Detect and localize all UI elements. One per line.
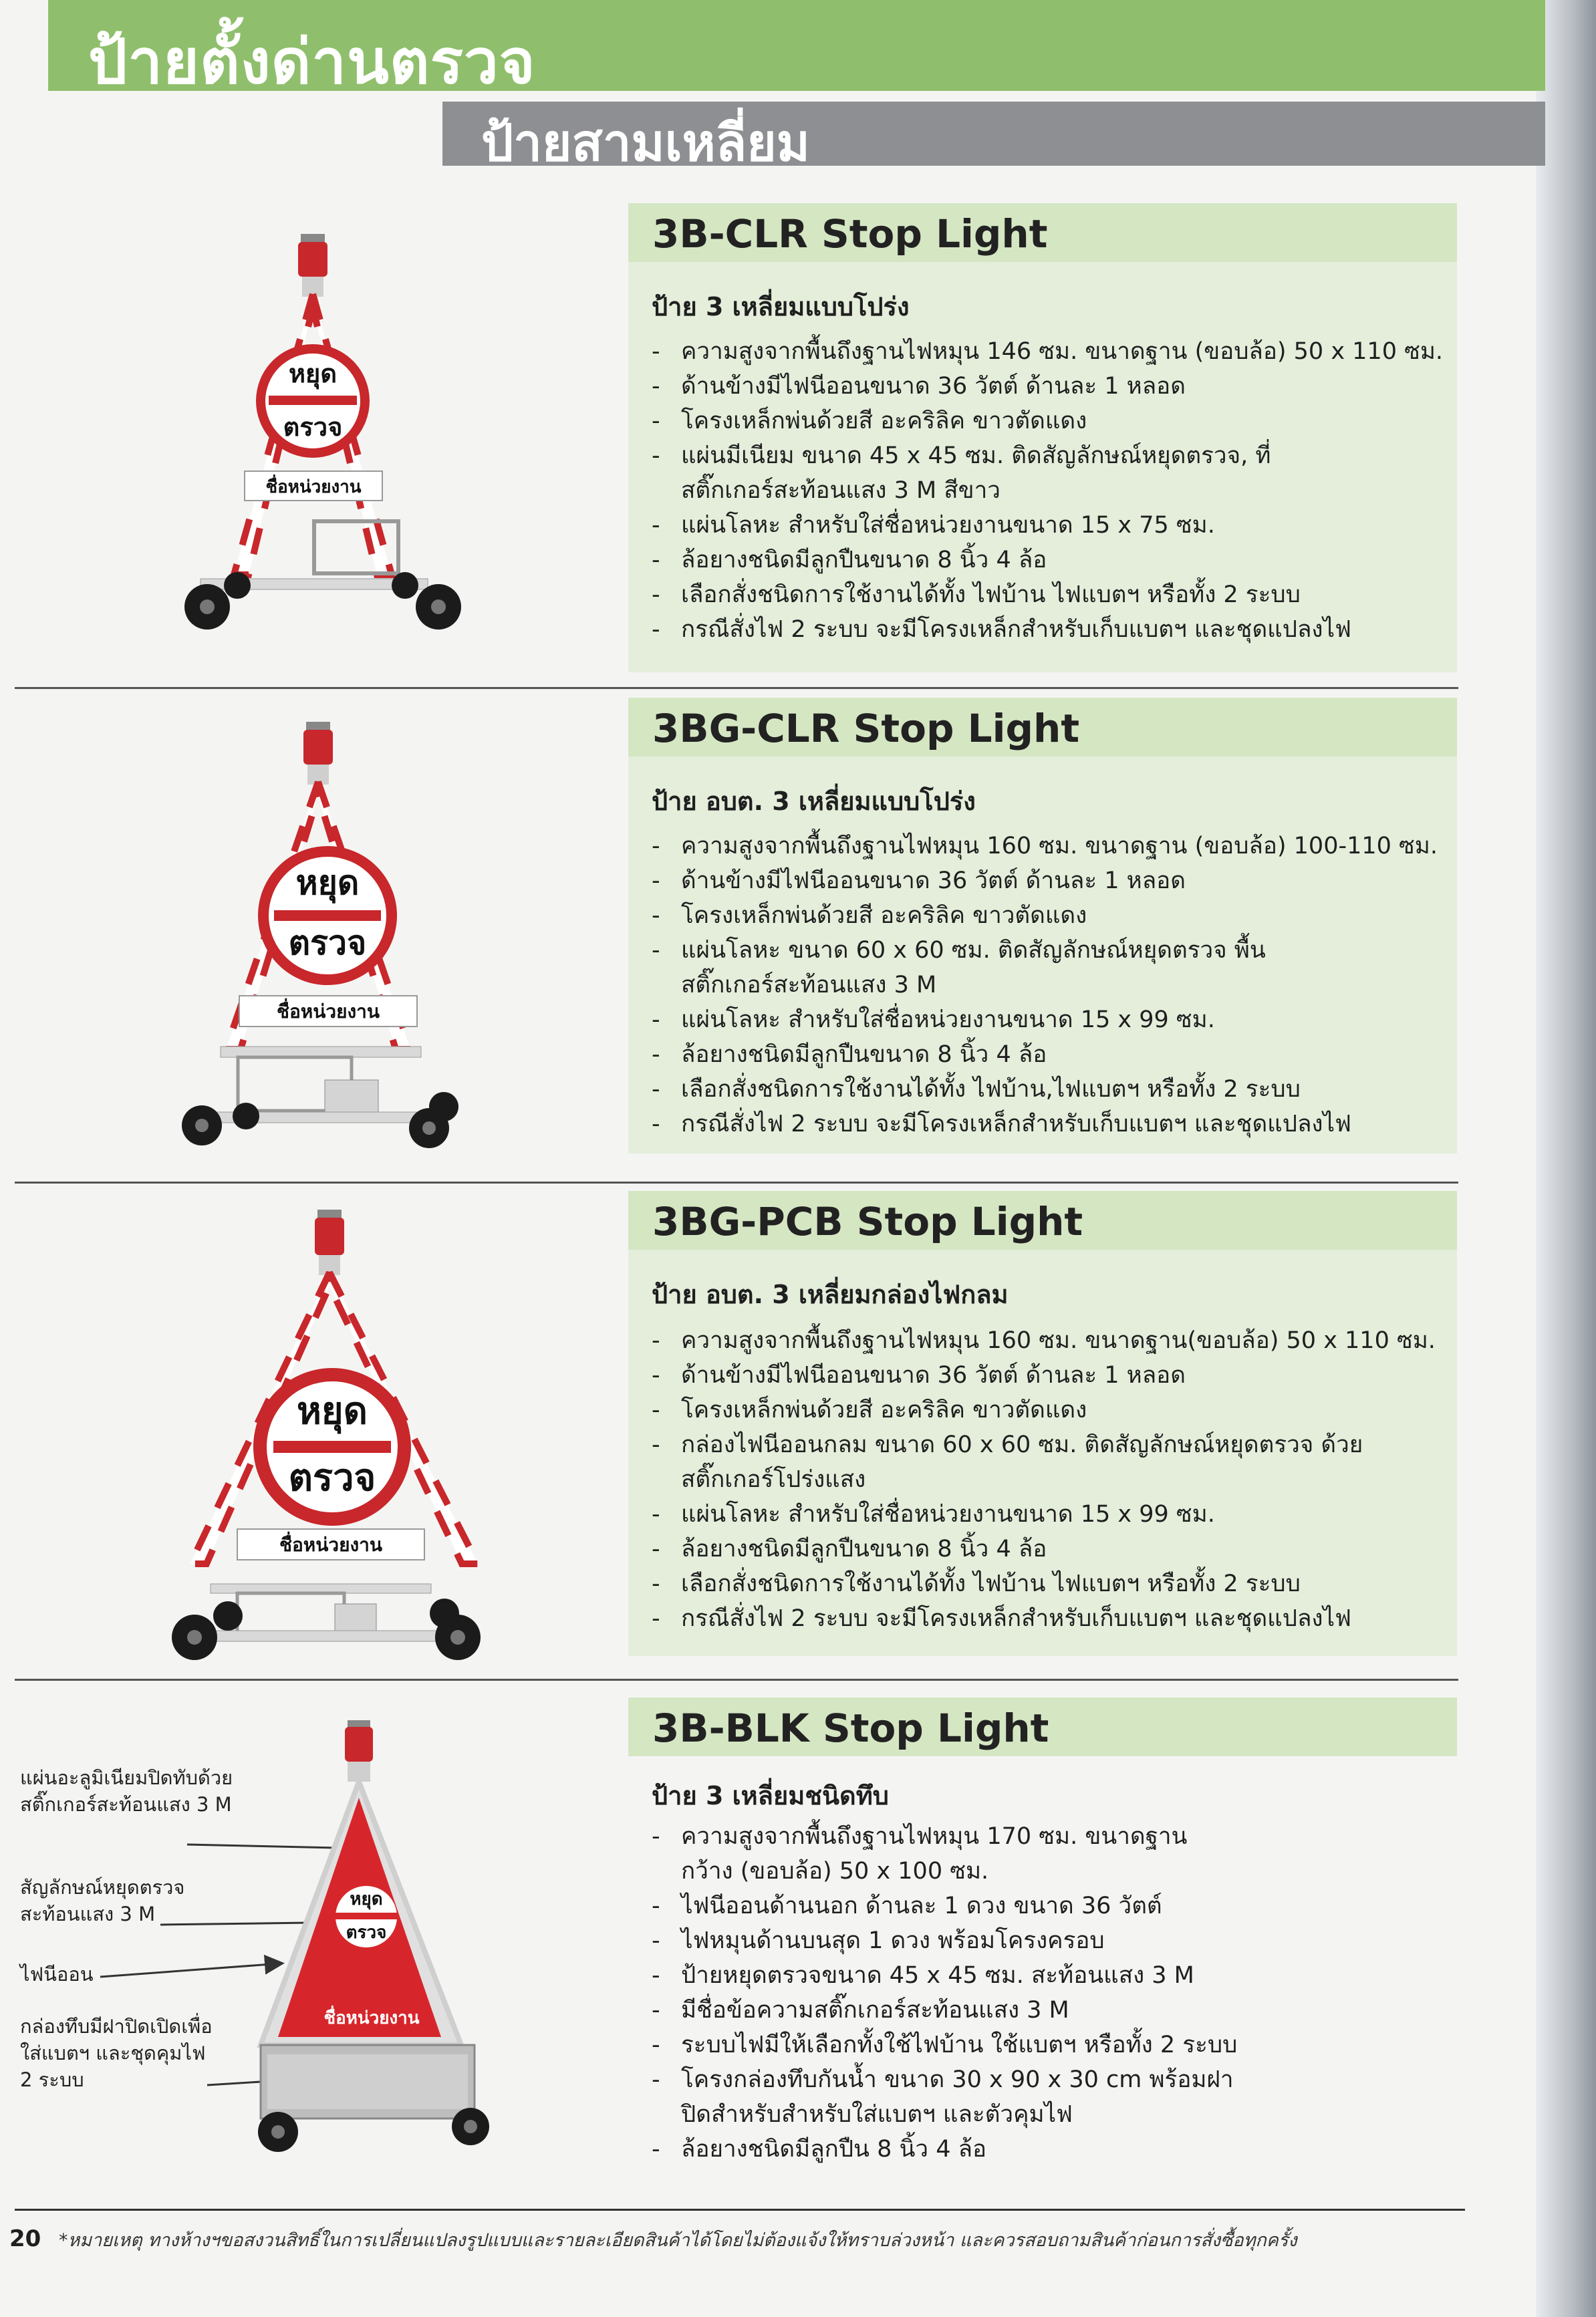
product-model: 3BG-CLR Stop Light — [652, 706, 1080, 751]
product-image-3bg-clr — [174, 715, 488, 1149]
section-divider — [15, 687, 1458, 689]
spec-item: - ไฟนีออนด้านนอก ด้านละ 1 ดวง ขนาด 36 วัตต์ — [652, 1889, 1256, 1923]
sign-text-check: ตรวจ — [288, 1456, 376, 1500]
product-image-3b-clr — [174, 227, 481, 648]
sign-text-stop: หยุด — [296, 1389, 368, 1433]
footer-rule — [15, 2209, 1465, 2211]
spec-item: - แผ่นโลหะ สำหรับใส่ชื่อหน่วยงานขนาด 15 x 75 ซม. — [652, 508, 1443, 543]
product-model: 3BG-PCB Stop Light — [652, 1199, 1083, 1244]
unit-name-plate: ชื่อหน่วยงาน — [279, 1534, 383, 1556]
spec-item: - ล้อยางชนิดมีลูกปืนขนาด 8 นิ้ว 4 ล้อ — [652, 1037, 1438, 1072]
page-number: 20 — [9, 2225, 41, 2252]
product-subtitle: ป้าย อบต. 3 เหลี่ยมกล่องไฟกลม — [652, 1280, 1009, 1309]
callout-aluminium-panel: แผ่นอะลูมิเนียมปิดทับด้วยสติ๊กเกอร์สะท้อนแสง 3 M — [20, 1766, 233, 1816]
footnote: *หมายเหตุ ทางห้างฯขอสงวนสิทธิ์ในการเปลี่ยนแปลงรูปแบบและรายละเอียดสินค้าได้โดยไม่ต้องแจ้งให้ทราบล่วงหน้า และควรสอบถามสินค้าก่อนการสั่งซื้อทุกครั้ง — [59, 2230, 1297, 2251]
page-edge-shadow — [1536, 0, 1596, 2317]
product-model: 3B-BLK Stop Light — [652, 1706, 1049, 1751]
callout-stop-symbol: สัญลักษณ์หยุดตรวจสะท้อนแสง 3 M — [20, 1876, 185, 1925]
page-subtitle: ป้ายสามเหลี่ยม — [481, 113, 810, 172]
spec-item: - โครงกล่องทึบกันน้ำ ขนาด 30 x 90 x 30 cm พร้อมฝาปิดสำหรับสำหรับใส่แบตฯ และตัวคุมไฟ — [652, 2062, 1256, 2132]
section-divider — [15, 1679, 1458, 1681]
spec-item: - ล้อยางชนิดมีลูกปืน 8 นิ้ว 4 ล้อ — [652, 2132, 1256, 2167]
spec-list — [652, 1323, 1436, 1636]
product-subtitle: ป้าย 3 เหลี่ยมแบบโปร่ง — [652, 292, 910, 321]
page-title: ป้ายตั้งด่านตรวจ — [88, 26, 536, 98]
spec-item: - กรณีสั่งไฟ 2 ระบบ จะมีโครงเหล็กสำหรับเก็บแบตฯ และชุดแปลงไฟ — [652, 612, 1443, 647]
spec-item: - เลือกสั่งชนิดการใช้งานได้ทั้ง ไฟบ้าน,ไฟแบตฯ หรือทั้ง 2 ระบบ — [652, 1072, 1438, 1107]
spec-item: - ระบบไฟมีให้เลือกทั้งใช้ไฟบ้าน ใช้แบตฯ หรือทั้ง 2 ระบบ — [652, 2028, 1256, 2062]
spec-item: - กล่องไฟนีออนกลม ขนาด 60 x 60 ซม. ติดสัญลักษณ์หยุดตรวจ ด้วยสติ๊กเกอร์โปร่งแสง — [652, 1427, 1389, 1497]
product-subtitle: ป้าย 3 เหลี่ยมชนิดทึบ — [652, 1781, 889, 1810]
spec-item: - ด้านข้างมีไฟนีออนขนาด 36 วัตต์ ด้านละ 1 หลอด — [652, 369, 1443, 404]
sign-text-stop: หยุด — [295, 863, 360, 902]
spec-list — [652, 829, 1438, 1141]
spec-item: - โครงเหล็กพ่นด้วยสี อะคริลิค ขาวตัดแดง — [652, 898, 1438, 933]
spec-item: - ไฟหมุนด้านบนสุด 1 ดวง พร้อมโครงครอบ — [652, 1923, 1256, 1958]
spec-item: - แผ่นมีเนียม ขนาด 45 x 45 ซม. ติดสัญลักษณ์หยุดตรวจ, ที่สติ๊กเกอร์สะท้อนแสง 3 M สีขาว — [652, 438, 1349, 508]
spec-item: - ล้อยางชนิดมีลูกปืนขนาด 8 นิ้ว 4 ล้อ — [652, 1532, 1436, 1566]
sign-text-check: ตรวจ — [346, 1923, 387, 1943]
sign-text-check: ตรวจ — [288, 924, 367, 962]
unit-name-plate: ชื่อหน่วยงาน — [323, 2008, 420, 2028]
unit-name-plate: ชื่อหน่วยงาน — [265, 477, 362, 497]
spec-item: - ความสูงจากพื้นถึงฐานไฟหมุน 146 ซม. ขนาดฐาน (ขอบล้อ) 50 x 110 ซม. — [652, 334, 1443, 369]
product-image-3bg-pcb — [164, 1203, 491, 1671]
spec-item: - มีชื่อข้อความสติ๊กเกอร์สะท้อนแสง 3 M — [652, 1993, 1256, 2028]
sign-text-check: ตรวจ — [283, 412, 343, 442]
spec-item: - ความสูงจากพื้นถึงฐานไฟหมุน 160 ซม. ขนาดฐาน(ขอบล้อ) 50 x 110 ซม. — [652, 1323, 1436, 1358]
spec-item: - โครงเหล็กพ่นด้วยสี อะคริลิค ขาวตัดแดง — [652, 1393, 1436, 1427]
section-divider — [15, 1182, 1458, 1184]
spec-item: - กรณีสั่งไฟ 2 ระบบ จะมีโครงเหล็กสำหรับเก็บแบตฯ และชุดแปลงไฟ — [652, 1601, 1436, 1636]
spec-item: - แผ่นโลหะ สำหรับใส่ชื่อหน่วยงานขนาด 15 x 99 ซม. — [652, 1497, 1436, 1532]
product-model: 3B-CLR Stop Light — [652, 211, 1048, 257]
spec-list — [652, 1819, 1256, 2167]
unit-name-plate: ชื่อหน่วยงาน — [276, 1000, 380, 1023]
spec-item: - ป้ายหยุดตรวจขนาด 45 x 45 ซม. สะท้อนแสง 3 M — [652, 1958, 1256, 1993]
spec-item: - ด้านข้างมีไฟนีออนขนาด 36 วัตต์ ด้านละ 1 หลอด — [652, 1358, 1436, 1393]
spec-item: - ล้อยางชนิดมีลูกปืนขนาด 8 นิ้ว 4 ล้อ — [652, 543, 1443, 577]
spec-item: - แผ่นโลหะ ขนาด 60 x 60 ซม. ติดสัญลักษณ์หยุดตรวจ พื้นสติ๊กเกอร์สะท้อนแสง 3 M — [652, 933, 1323, 1002]
spec-item: - ความสูงจากพื้นถึงฐานไฟหมุน 160 ซม. ขนาดฐาน (ขอบล้อ) 100-110 ซม. — [652, 829, 1438, 863]
product-subtitle: ป้าย อบต. 3 เหลี่ยมแบบโปร่ง — [652, 787, 976, 816]
spec-item: - เลือกสั่งชนิดการใช้งานได้ทั้ง ไฟบ้าน ไฟแบตฯ หรือทั้ง 2 ระบบ — [652, 1566, 1436, 1601]
sign-text-stop: หยุด — [350, 1889, 383, 1909]
callout-neon-light: ไฟนีออน — [20, 1963, 94, 1986]
spec-item: - เลือกสั่งชนิดการใช้งานได้ทั้ง ไฟบ้าน ไฟแบตฯ หรือทั้ง 2 ระบบ — [652, 577, 1443, 612]
spec-item: - ด้านข้างมีไฟนีออนขนาด 36 วัตต์ ด้านละ 1 หลอด — [652, 863, 1438, 898]
spec-item: - แผ่นโลหะ สำหรับใส่ชื่อหน่วยงานขนาด 15 x 99 ซม. — [652, 1002, 1438, 1037]
spec-item: - ความสูงจากพื้นถึงฐานไฟหมุน 170 ซม. ขนาดฐานกว้าง (ขอบล้อ) 50 x 100 ซม. — [652, 1819, 1189, 1889]
callout-battery-box: กล่องทึบมีฝาปิดเปิดเพื่อใส่แบตฯ และชุดคุมไฟ 2 ระบบ — [20, 2015, 213, 2091]
sign-text-stop: หยุด — [289, 359, 337, 388]
spec-list — [652, 334, 1443, 647]
product-image-3b-blk — [241, 1711, 501, 2165]
spec-item: - กรณีสั่งไฟ 2 ระบบ จะมีโครงเหล็กสำหรับเก็บแบตฯ และชุดแปลงไฟ — [652, 1107, 1438, 1141]
spec-item: - โครงเหล็กพ่นด้วยสี อะคริลิค ขาวตัดแดง — [652, 404, 1443, 438]
